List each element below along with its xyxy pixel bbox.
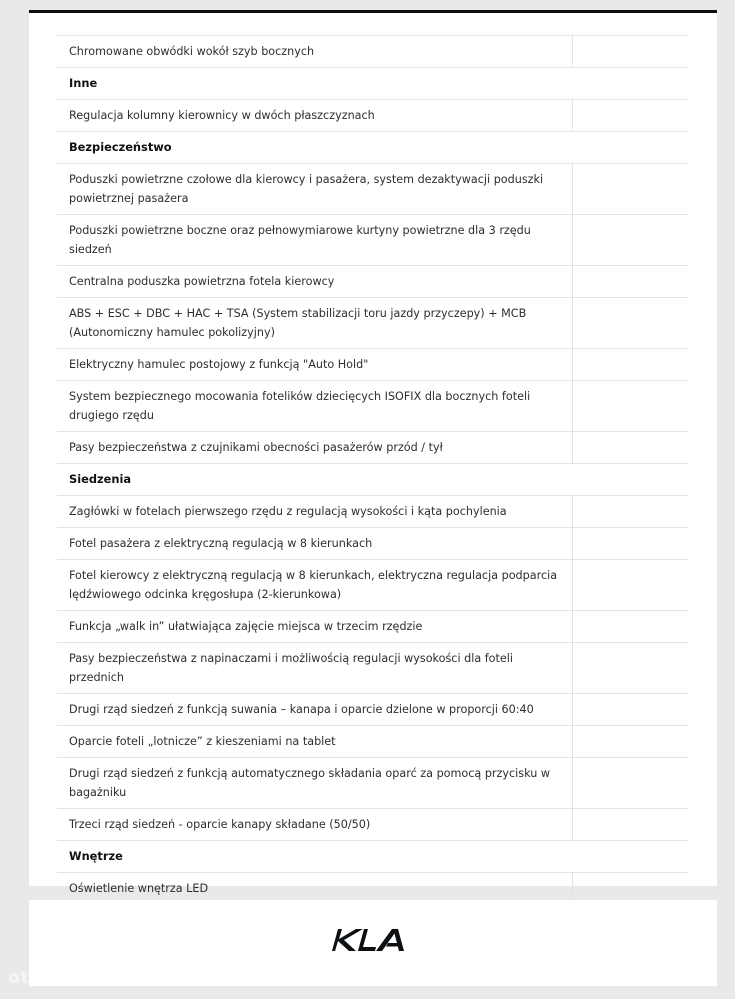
row-value-cell bbox=[572, 809, 688, 840]
section-header-inne bbox=[57, 68, 688, 100]
row-label: Poduszki powietrzne boczne oraz pełnowymiarowe kurtyny powietrzne dla 3 rzędu siedzeń bbox=[69, 224, 531, 256]
row-label: Oświetlenie wnętrza LED bbox=[69, 882, 209, 895]
row-value-cell bbox=[572, 496, 688, 527]
row-value-cell bbox=[572, 164, 688, 214]
row-value-cell bbox=[572, 432, 688, 463]
table-row bbox=[57, 298, 688, 349]
equipment-table bbox=[57, 35, 688, 965]
row-label: Drugi rząd siedzeń z funkcją suwania – kanapa i oparcie dzielone w proporcji 60:40 bbox=[69, 703, 534, 716]
row-label: Zagłówki w fotelach pierwszego rzędu z regulacją wysokości i kąta pochylenia bbox=[69, 505, 507, 518]
table-row bbox=[57, 349, 688, 381]
row-label: Drugi rząd siedzeń z funkcją automatycznego składania oparć za pomocą przycisku w bagażniku bbox=[69, 767, 551, 799]
row-label: Regulacja kolumny kierownicy w dwóch płaszczyznach bbox=[69, 109, 375, 122]
row-label: System bezpiecznego mocowania fotelików dziecięcych ISOFIX dla bocznych foteli drugiego rzędu bbox=[69, 390, 531, 422]
table-row bbox=[57, 100, 688, 132]
row-label: Fotel kierowcy z elektryczną regulacją w 8 kierunkach, elektryczna regulacja podparcia lędźwiowego odcinka kręgosłupa (2-kierunkowa) bbox=[69, 569, 558, 601]
watermark-text: otomoto bbox=[8, 968, 96, 988]
brand-footer bbox=[29, 900, 717, 986]
table-row bbox=[57, 694, 688, 726]
row-value-cell bbox=[572, 100, 688, 131]
row-label: Fotel pasażera z elektryczną regulacją w 8 kierunkach bbox=[69, 537, 373, 550]
table-row bbox=[57, 36, 688, 68]
section-header-bezpieczenstwo bbox=[57, 132, 688, 164]
row-value-cell bbox=[572, 643, 688, 693]
table-row bbox=[57, 560, 688, 611]
row-value-cell bbox=[572, 298, 688, 348]
section-header-wnetrze bbox=[57, 841, 688, 873]
section-title: Siedzenia bbox=[69, 472, 132, 486]
row-value-cell bbox=[572, 36, 688, 67]
table-row bbox=[57, 809, 688, 841]
kia-logo bbox=[332, 927, 412, 953]
table-row bbox=[57, 432, 688, 464]
table-row bbox=[57, 381, 688, 432]
table-row bbox=[57, 528, 688, 560]
row-value-cell bbox=[572, 611, 688, 642]
row-value-cell bbox=[572, 528, 688, 559]
row-label: Poduszki powietrzne czołowe dla kierowcy i pasażera, system dezaktywacji poduszki powietrznej pasażera bbox=[69, 173, 544, 205]
row-value-cell bbox=[572, 758, 688, 808]
spec-sheet bbox=[29, 10, 717, 895]
table-row bbox=[57, 611, 688, 643]
row-label: Pasy bezpieczeństwa z czujnikami obecności pasażerów przód / tył bbox=[69, 441, 443, 454]
row-value-cell bbox=[572, 266, 688, 297]
section-title: Wnętrze bbox=[69, 849, 123, 863]
row-value-cell bbox=[572, 694, 688, 725]
section-title: Bezpieczeństwo bbox=[69, 140, 172, 154]
row-value-cell bbox=[572, 381, 688, 431]
row-label: Centralna poduszka powietrzna fotela kierowcy bbox=[69, 275, 335, 288]
table-row bbox=[57, 266, 688, 298]
row-label: Elektryczny hamulec postojowy z funkcją "Auto Hold" bbox=[69, 358, 369, 371]
table-row bbox=[57, 164, 688, 215]
row-value-cell bbox=[572, 349, 688, 380]
row-label: Pasy bezpieczeństwa z napinaczami i możliwością regulacji wysokości dla foteli przednich bbox=[69, 652, 514, 684]
row-label: Funkcja „walk in” ułatwiająca zajęcie miejsca w trzecim rzędzie bbox=[69, 620, 423, 633]
table-row bbox=[57, 758, 688, 809]
table-row bbox=[57, 215, 688, 266]
row-label: Oparcie foteli „lotnicze” z kieszeniami na tablet bbox=[69, 735, 336, 748]
row-label: Chromowane obwódki wokół szyb bocznych bbox=[69, 45, 315, 58]
row-label: Trzeci rząd siedzeń - oparcie kanapy składane (50/50) bbox=[69, 818, 371, 831]
section-header-siedzenia bbox=[57, 464, 688, 496]
table-row bbox=[57, 496, 688, 528]
table-row bbox=[57, 726, 688, 758]
row-value-cell bbox=[572, 726, 688, 757]
section-title: Inne bbox=[69, 76, 98, 90]
row-label: ABS + ESC + DBC + HAC + TSA (System stabilizacji toru jazdy przyczepy) + MCB (Autonomiczny hamulec pokolizyjny) bbox=[69, 307, 527, 339]
row-value-cell bbox=[572, 560, 688, 610]
row-value-cell bbox=[572, 215, 688, 265]
table-row bbox=[57, 643, 688, 694]
